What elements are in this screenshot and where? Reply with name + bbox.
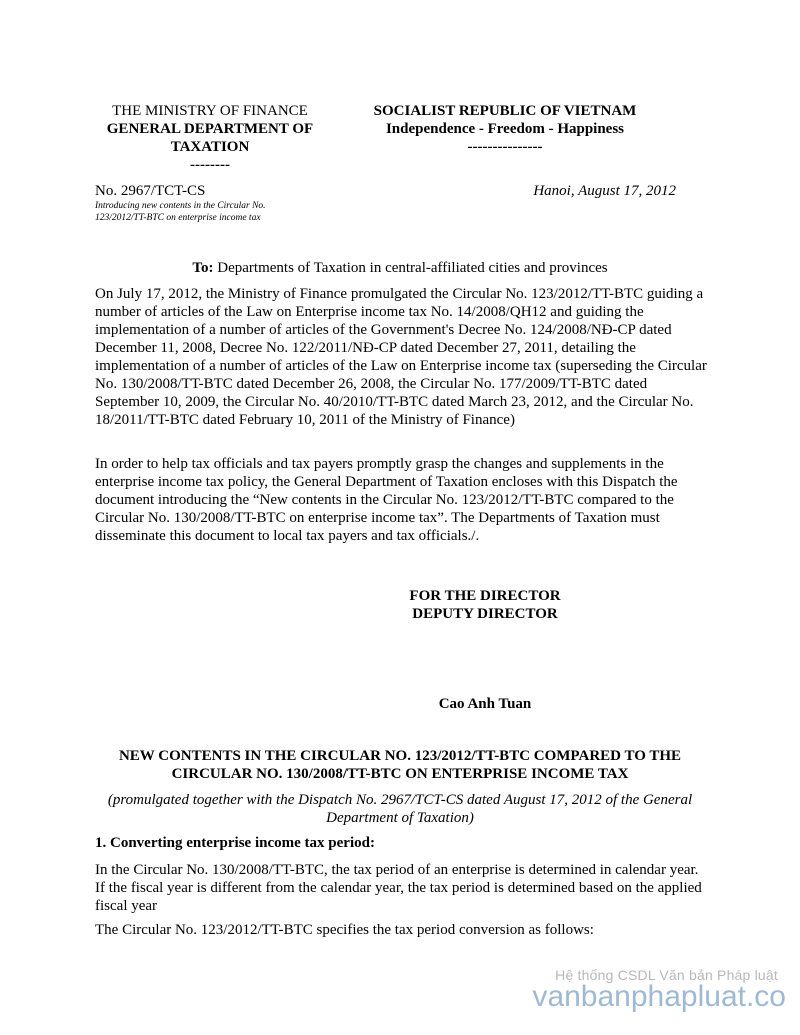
recipient-text: Departments of Taxation in central-affiliated cities and provinces: [213, 260, 608, 276]
place-date: Hanoi, August 17, 2012: [533, 183, 676, 199]
section-1-paragraph-1: In the Circular No. 130/2008/TT-BTC, the tax period of an enterprise is determined in calendar year. If the fiscal year is different from the calendar year, the tax period is determined based on the applied fiscal year: [95, 862, 702, 914]
national-title-block: [350, 102, 660, 156]
section-heading-1: 1. Converting enterprise income tax period:: [95, 835, 375, 851]
annex-title: NEW CONTENTS IN THE CIRCULAR NO. 123/2012/TT-BTC COMPARED TO THE CIRCULAR NO. 130/2008/TT-BTC ON ENTERPRISE INCOME TAX: [118, 748, 682, 782]
document-number: No. 2967/TCT-CS: [95, 183, 206, 199]
recipient-line: [95, 259, 705, 277]
body-paragraph-1: On July 17, 2012, the Ministry of Finance promulgated the Circular No. 123/2012/TT-BTC guiding a number of articles of the Law on Enterprise income tax No. 14/2008/QH12 and guiding the implementation of a number of articles of the Government's Decree No. 124/2008/NĐ-CP dated December 11, 2008, Decree No. 122/2011/NĐ-CP dated December 27, 2011, detailing the implementation of a number of articles of the Law on Enterprise income tax (superseding the Circular No. 130/2008/TT-BTC dated December 26, 2008, the Circular No. 177/2009/TT-BTC dated September 10, 2009, the Circular No. 40/2010/TT-BTC dated March 23, 2012, and the Circular No. 18/2011/TT-BTC dated February 10, 2011 of the Ministry of Finance): [95, 286, 707, 428]
signature-title-2: DEPUTY DIRECTOR: [412, 606, 558, 622]
issuer-divider: --------: [190, 157, 230, 173]
issuer-block: [95, 102, 325, 174]
watermark-site: vanbanphapluat.co: [532, 980, 786, 1013]
department-name: GENERAL DEPARTMENT OF: [106, 121, 314, 137]
motto: Independence - Freedom - Happiness: [385, 121, 625, 137]
department-name-cont: TAXATION: [170, 139, 250, 155]
ministry-name: THE MINISTRY OF FINANCE: [112, 103, 308, 119]
annex-subtitle: (promulgated together with the Dispatch No. 2967/TCT-CS dated August 17, 2012 of the General Department of Taxation): [107, 792, 693, 826]
body-paragraph-2: In order to help tax officials and tax payers promptly grasp the changes and supplements in the enterprise income tax policy, the General Department of Taxation encloses with this Dispatch the document introducing the “New contents in the Circular No. 123/2012/TT-BTC compared to the Circular No. 130/2008/TT-BTC on enterprise income tax”. The Departments of Taxation must disseminate this document to local tax payers and tax officials./.: [95, 456, 678, 544]
signature-title-1: FOR THE DIRECTOR: [409, 588, 561, 604]
section-1-paragraph-2: The Circular No. 123/2012/TT-BTC specifies the tax period conversion as follows:: [95, 922, 594, 938]
recipient-label: To:: [192, 260, 214, 276]
watermark-caption: Hệ thống CSDL Văn bản Pháp luật: [555, 967, 778, 983]
country-name: SOCIALIST REPUBLIC OF VIETNAM: [373, 103, 637, 119]
signer-name: Cao Anh Tuan: [438, 696, 532, 712]
motto-divider: ---------------: [467, 139, 543, 155]
document-subject: Introducing new contents in the Circular No. 123/2012/TT-BTC on enterprise income tax: [95, 201, 266, 223]
